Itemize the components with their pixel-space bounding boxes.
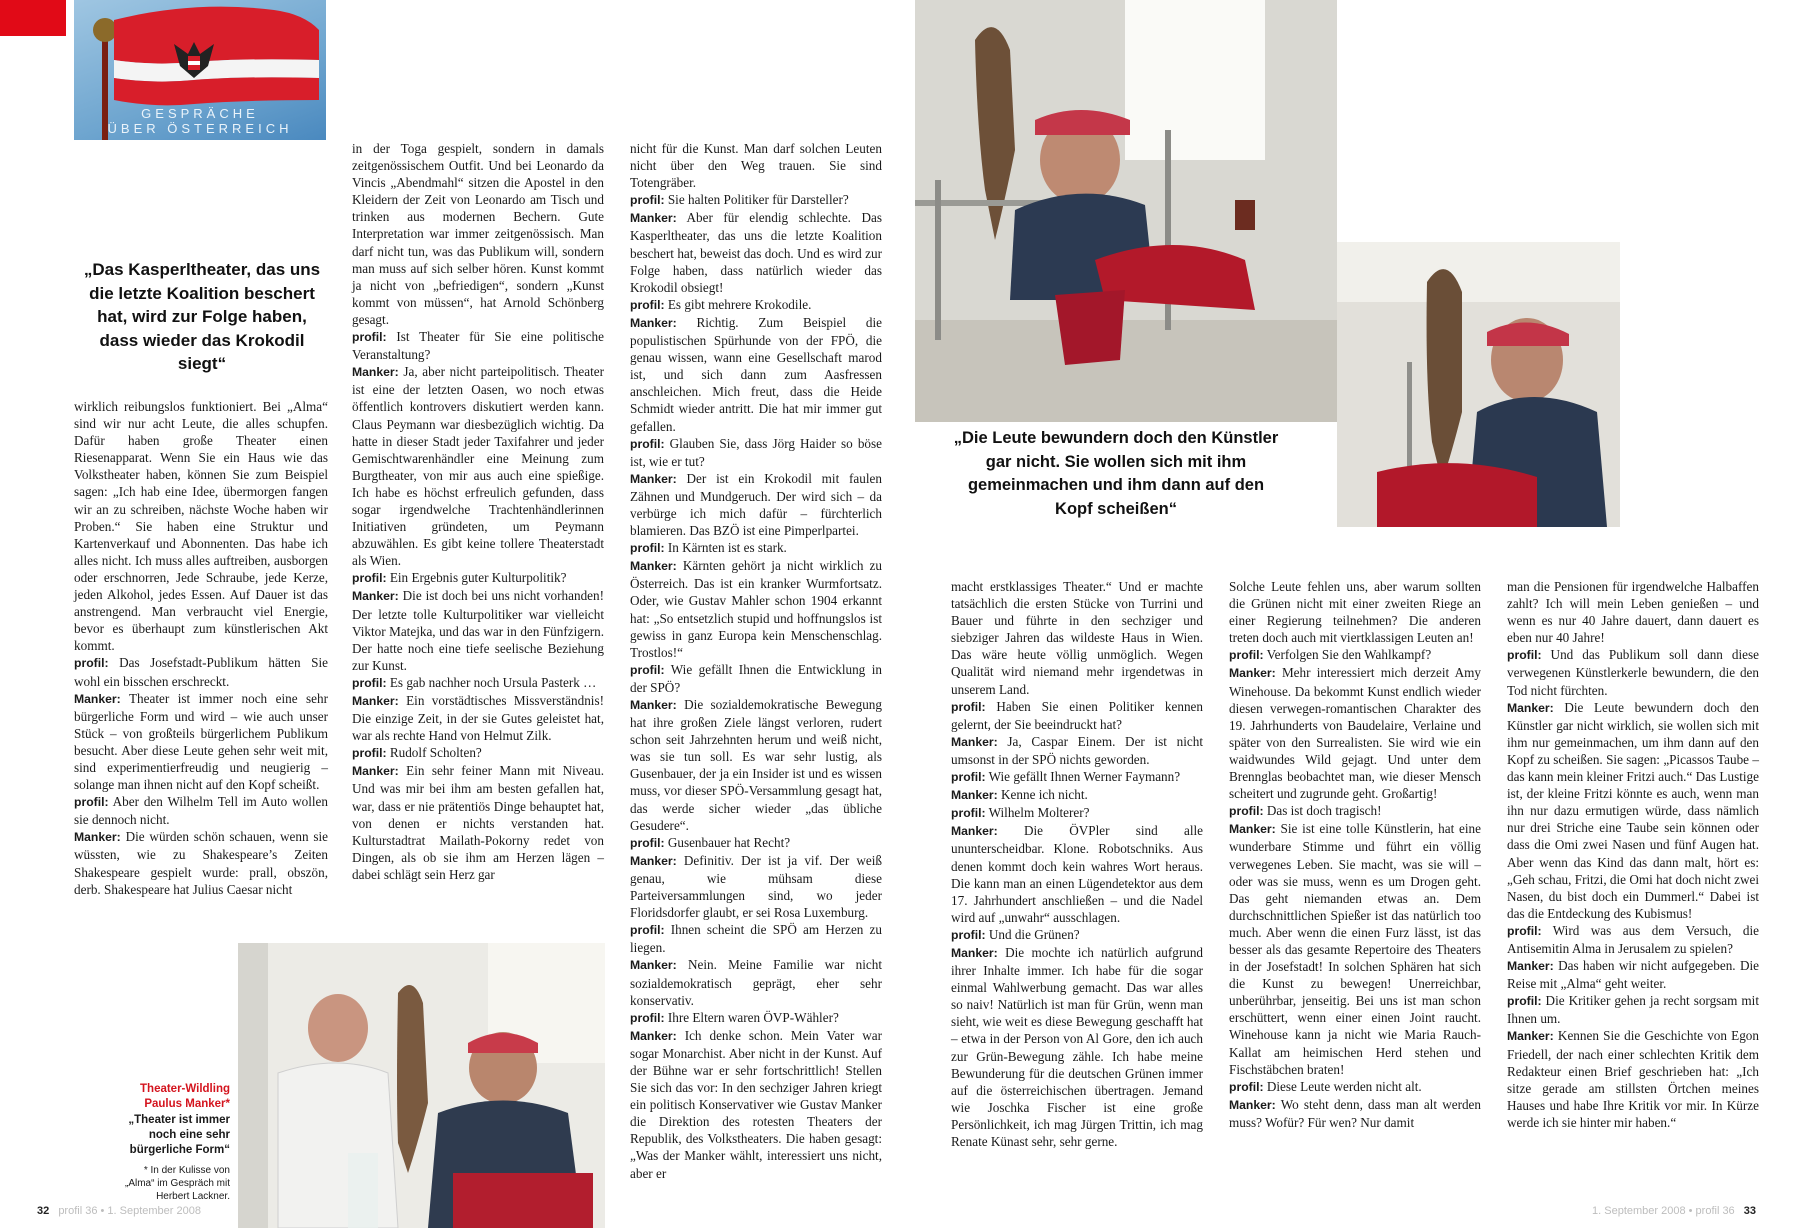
red-corner-tab: [0, 0, 66, 36]
paragraph: [352, 744, 604, 762]
speaker-label: profil:: [352, 330, 387, 345]
paragraph: [630, 140, 882, 191]
paragraph-text: Wie gefällt Ihnen die Entwicklung in der SPÖ?: [630, 661, 882, 695]
speaker-label: Manker:: [1229, 666, 1276, 681]
paragraph: [630, 696, 882, 834]
text-column-5: [1229, 578, 1481, 1131]
paragraph: [1507, 957, 1759, 992]
paragraph: [74, 828, 328, 897]
paragraph-text: Solche Leute fehlen uns, aber warum sollten die Grünen nicht mit einer zweiten Riege an einer Regierung teilnehmen? Die anderen treten doch auch mit viertklassigen Leuten an!: [1229, 579, 1481, 646]
speaker-label: profil:: [630, 1010, 665, 1025]
paragraph-text: Die ist doch bei uns nicht vorhanden! Der letzte tolle Kulturpolitiker war vielleicht Viktor Matejka, und das war in den Fünfzigern. Der hatte noch eine tiefe seelische Beziehung zur Kunst.: [352, 588, 604, 673]
portrait-photo-illustration: [1337, 242, 1620, 527]
paragraph: [1507, 578, 1759, 646]
portrait-photo: [1337, 242, 1620, 527]
speaker-label: Manker:: [630, 1028, 677, 1043]
paragraph: [630, 834, 882, 852]
paragraph-text: Nein. Meine Familie war nicht sozialdemokratisch geprägt, eher sehr konservativ.: [630, 957, 882, 1008]
paragraph-text: Sie ist eine tolle Künstlerin, hat eine wunderbare Stimme und führt ein völlig verwegenes Leben. Sie macht, was sie will – oder was sie muss, wenn es um Drogen geht. Das geht niemanden etwas an. Dem durchschnittlichen Spießer ist das natürlich too much. Aber wenn die einen Furz lässt, ist das besser als das gesamte Repertoire des Theaters in der Josefstadt! In solchen Sphären hat sich die Kunst zu bewegen! Unerreichbar, unberührbar, jenseitig. Bei uns ist man schon erschüttert, wenn einer einen Joint raucht. Winehouse kann ja nicht wie Maria Rauch-Kallat am heimischen Herd stehen und Fischstäbchen braten!: [1229, 821, 1482, 1077]
paragraph: [951, 822, 1203, 926]
speaker-label: Manker:: [352, 365, 399, 380]
paragraph: [74, 654, 328, 689]
paragraph-text: Das Josefstadt-Publikum hätten Sie wohl ein bisschen erschreckt.: [74, 655, 328, 689]
speaker-label: Manker:: [74, 691, 121, 706]
paragraph: [630, 209, 882, 295]
paragraph-text: Aber den Wilhelm Tell im Auto wollen sie dennoch nicht.: [74, 794, 328, 828]
paragraph: [1507, 1027, 1759, 1131]
speaker-label: Manker:: [1507, 1029, 1554, 1044]
paragraph-text: Verfolgen Sie den Wahlkampf?: [1266, 647, 1432, 663]
speaker-label: Manker:: [352, 589, 399, 604]
paragraph-text: Ihnen scheint die SPÖ am Herzen zu liegen.: [630, 922, 883, 956]
speaker-label: Manker:: [630, 471, 677, 486]
paragraph: [1229, 1096, 1481, 1131]
paragraph-text: Die ÖVPler sind alle ununterscheidbar. Klone. Robotschniks. Aus denen kommt doch kein wahres Wort heraus. Die kann man an einen Lügendetektor aus dem 17. Jahrhundert anschließen – und die Nadel wird auf „unwahr“ ausschlagen.: [951, 823, 1203, 925]
paragraph: [630, 1009, 882, 1027]
speaker-label: profil:: [352, 571, 387, 586]
paragraph: [352, 363, 604, 569]
paragraph-text: man die Pensionen für irgendwelche Halbaffen zahlt? Ich will mein Leben genießen – und wenn es nur 40 Jahre dauert, dann dauert es eben nur 40 Jahre!: [1507, 579, 1759, 646]
interview-photo: [238, 943, 605, 1228]
paragraph-text: Ein vorstädtisches Missverständnis! Die einzige Zeit, in der sie Gutes geleistet hat, war als rechte Hand von Helmut Zilk.: [352, 693, 604, 744]
paragraph: [630, 296, 882, 314]
speaker-label: profil:: [630, 193, 665, 208]
paragraph-text: macht erstklassiges Theater.“ Und er machte tatsächlich die ersten Stücke von Turrini und Bauer und führte in den sechziger und siebziger Jahren das wildeste Haus in Wien. Das wäre heute völlig unmöglich. Wegen Qualität wird niemand mehr irgendetwas in unserem Land.: [951, 579, 1203, 697]
text-column-3: [630, 140, 882, 1182]
paragraph: [951, 926, 1203, 944]
speaker-label: profil:: [1229, 804, 1264, 819]
speaker-label: profil:: [1507, 923, 1542, 938]
paragraph-text: Wird was aus dem Versuch, die Antisemitin Alma in Jerusalem zu spielen?: [1507, 922, 1759, 956]
paragraph: [352, 674, 604, 692]
speaker-label: Manker:: [1507, 700, 1554, 715]
paragraph-text: Die Leute bewundern doch den Künstler gar nicht wirklich, sie wollen sich mit ihm nur gemeinmachen, um ihm dann auf den Kopf zu scheißen. Sie sagen: „Picassos Taube – das kann mein kleiner Fritzi auch.“ Das Lustige ist, der kleine Fritzi könnte es auch, wenn man ihn nur dazu ermutigen würde, dass nämlich nur drei Striche eine Taube sein können oder dass die Omi zwei Nasen und fünf Augen hat. Aber wenn das Kind das dann malt, hört es: „Geh schau, Fritzi, die Omi hat doch nicht zwei Nasen, du bist doch ein Dummerl.“ Dabei ist das die Entdeckung des Kubismus!: [1507, 699, 1760, 921]
paragraph: [951, 944, 1203, 1150]
paragraph-text: Diese Leute werden nicht alt.: [1266, 1078, 1422, 1094]
paragraph: [630, 539, 882, 557]
paragraph-text: Kärnten gehört ja nicht wirklich zu Österreich. Das ist ein kranker Wurmfortsatz. Oder, wie Gustav Mahler schon 1904 erkannt hat: „So entsetzlich stupid und hoffnungslos ist gewiss in ganz Europa kein Menschenschlag. Trostlos!“: [630, 558, 882, 660]
speaker-label: profil:: [74, 656, 109, 671]
paragraph-text: Gusenbauer hat Recht?: [667, 834, 791, 850]
paragraph: [1229, 820, 1481, 1077]
caption-title: Theater-Wildling Paulus Manker*: [140, 1083, 230, 1110]
speaker-label: profil:: [1229, 648, 1264, 663]
paragraph-text: wirklich reibungslos funktioniert. Bei „Alma“ sind wir nur acht Leute, die alles schupfen. Dafür haben große Theater einen Riesenapparat. Wenn Sie ein Haus wie das Volkstheater haben, können Sie zum Beispiel sagen: „Ich hab eine Idee, übermorgen fangen wir an zu schreiben, nächste Woche haben wir Proben.“ Sie haben eine Struktur und Kartenverkauf und Abonnenten. Das habe ich alles nicht. Ich muss alles auftreiben, ausborgen oder erschnorren, Jede Schraube, jede Kerze, jeden Alkohol, jedes Essen. Auf Dauer ist das anstrengend. Man verbraucht viel Energie, bevor es überhaupt zum künstlerischen Akt kommt.: [74, 399, 328, 654]
paragraph-text: Wo steht denn, dass man alt werden muss? Wofür? Für wen? Nur damit: [1229, 1096, 1482, 1130]
paragraph: [352, 587, 604, 673]
paragraph: [352, 692, 604, 744]
speaker-label: Manker:: [630, 698, 677, 712]
paragraph: [74, 398, 328, 654]
footer-right: [1592, 1205, 1756, 1217]
paragraph-text: Die würden schön schauen, wenn sie wüssten, wie zu Shakespeare’s Zeiten Shakespeare gespielt wurde: prall, obszön, derb. Shakespeare hat Julius Caesar nicht: [74, 829, 329, 897]
footer-left: [37, 1205, 201, 1217]
paragraph-text: Die sozialdemokratische Bewegung hat ihre großen Ziele längst verloren, rudert schon seit Jahrzehnten herum und weiß nicht, was sie tun soll. Es war sehr lustig, als Gusenbauer, der ja ein Insider ist und es wissen muss, vor dieser SPÖ-Versammlung gesagt hat, das werde sicher wieder „das übliche Gesudere“.: [630, 697, 882, 833]
paragraph-text: Richtig. Zum Beispiel die populistischen Spürhunde von der FPÖ, die genau wissen, wann eine Gesellschaft marod ist, und sich dann zum Aasfressen anschleichen. Mich freut, dass die Heide Schmidt wieder antritt. Die hat mir immer gut gefallen.: [630, 314, 882, 434]
speaker-label: profil:: [951, 770, 986, 785]
series-badge: [74, 0, 326, 140]
text-column-4: [951, 578, 1203, 1150]
interview-photo-illustration: [238, 943, 605, 1228]
paragraph: [951, 733, 1203, 768]
speaker-label: profil:: [1507, 648, 1542, 663]
speaker-label: Manker:: [951, 824, 998, 839]
speaker-label: profil:: [630, 662, 665, 677]
paragraph-text: Der ist ein Krokodil mit faulen Zähnen und Mundgeruch. Der wird sich – da verbürge ich mich dafür – fürchterlich blamieren. Das BZÖ ist eine Pimperlpartei.: [630, 470, 882, 539]
paragraph-text: Wie gefällt Ihnen Werner Faymann?: [988, 769, 1181, 785]
paragraph: [630, 191, 882, 209]
speaker-label: profil:: [630, 923, 665, 938]
paragraph-text: Es gab nachher noch Ursula Pasterk …: [389, 674, 597, 690]
text-column-2: [352, 140, 604, 883]
paragraph-text: Mehr interessiert mich derzeit Amy Winehouse. Da bekommt Kunst endlich wieder diesen verwegen-romantischen Charakter des 19. Jahrhunderts von Baudelaire, Verlaine und später von den Surrealisten. Sie wird wie ein waidwundes Wild gejagt. Und unter dem Brennglas beobachtet man, wie dieser Mensch scheitert und zugrunde geht. Großartig!: [1229, 665, 1482, 802]
paragraph: [951, 786, 1203, 804]
paragraph-text: Ja, Caspar Einem. Der ist nicht umsonst in der SPÖ nichts geworden.: [951, 733, 1203, 767]
pull-quote-right: „Die Leute bewundern doch den Künstler gar nicht. Sie wollen sich mit ihm gemeinmachen und ihm dann auf den Kopf scheißen“: [953, 429, 1279, 518]
paragraph-text: Es gibt mehrere Krokodile.: [667, 296, 812, 312]
paragraph: [352, 569, 604, 587]
paragraph: [352, 762, 604, 883]
speaker-label: Manker:: [352, 764, 399, 779]
paragraph: [1507, 646, 1759, 698]
pull-quote-left: „Das Kasperltheater, das uns die letzte Koalition beschert hat, wird zur Folge haben, dass wieder das Krokodil siegt“: [83, 260, 321, 373]
paragraph: [630, 435, 882, 470]
paragraph: [1229, 802, 1481, 820]
photo-caption: [120, 1082, 230, 1203]
paragraph: [74, 690, 328, 794]
speaker-label: profil:: [1507, 994, 1542, 1009]
paragraph-text: in der Toga gespielt, sondern in damals zeitgenössischem Outfit. Und bei Leonardo da Vincis „Abendmahl“ sitzen die Apostel in den Kleidern der Zeit von Leonardo am Tisch und trinken aus modernen Bechern. Gute Interpretation war immer zeitgenössisch. Man darf nicht tun, was das Publikum will, sondern man muss auf sich selber hören. Kunst kommt ja nicht von „befriedigen“, sondern „Kunst kommt von müssen“, hat Arnold Schönberg gesagt.: [352, 141, 604, 327]
paragraph: [352, 140, 604, 328]
paragraph-text: Ist Theater für Sie eine politische Veranstaltung?: [352, 329, 604, 363]
paragraph-text: nicht für die Kunst. Man darf solchen Leuten nicht über den Weg trauen. Sie sind Totengräber.: [630, 141, 882, 191]
speaker-label: profil:: [630, 835, 665, 850]
paragraph: [630, 921, 882, 956]
paragraph: [630, 557, 882, 661]
paragraph-text: Ich denke schon. Mein Vater war sogar Monarchist. Aber nicht in der Kunst. Auf der Bühne war er sehr fortschrittlich! Stellen Sie sich das vor: In den sechziger Jahren kriegt ein politisch Konservativer wie Gustav Manker die Direktion des rotesten Theaters der Republik, des Volkstheaters. Die haben gesagt: „Was der Manker wählt, interessiert uns nicht, aber er: [630, 1027, 882, 1181]
paragraph-text: Wilhelm Molterer?: [988, 805, 1090, 821]
speaker-label: profil:: [951, 927, 986, 942]
paragraph-text: Kennen Sie die Geschichte von Egon Friedell, der nach einer schlechten Kritik dem Redakteur einen Brief geschrieben hat: „Ich sitze gerade am stillsten Örtchen meines Hauses und habe Ihre Kritik vor mir. In Kürze werde ich sie hinter mir haben.“: [1507, 1028, 1759, 1130]
speaker-label: profil:: [951, 806, 986, 821]
paragraph-text: Ein sehr feiner Mann mit Niveau. Und was mir bei ihm am besten gefallen hat, war, dass er nie prätentiös Dinge behauptet hat, von denen er nichts verstanden hat. Kulturstadtrat Mailath-Pokorny redet von Dingen, als ob sie ihm am Herzen lägen – dabei schlägt sein Herz gar: [352, 763, 605, 882]
speaker-label: Manker:: [352, 694, 399, 708]
paragraph-text: Rudolf Scholten?: [389, 745, 482, 761]
speaker-label: profil:: [352, 675, 387, 690]
paragraph: [951, 768, 1203, 786]
paragraph-text: Definitiv. Der ist ja vif. Der weiß genau, wie mühsam diese Parteiversammlungen sind, wo jeder Floridsdorfer glaubt, er sei Rosa Luxemburg.: [630, 852, 883, 921]
speaker-label: profil:: [1229, 1079, 1264, 1094]
paragraph-text: Kenne ich nicht.: [1001, 787, 1088, 803]
speaker-label: Manker:: [630, 315, 677, 330]
speaker-label: Manker:: [951, 945, 998, 960]
page-number-left: 32: [37, 1205, 50, 1217]
paragraph-text: Aber für elendig schlechte. Das Kasperltheater, das uns die letzte Koalition beschert hat, beweist das doch. Und es wird zur Folge haben, dass natürlich wieder das Krokodil obsiegt!: [630, 210, 883, 295]
paragraph-text: Glauben Sie, dass Jörg Haider so böse ist, wie er tut?: [630, 435, 883, 469]
paragraph-text: Theater ist immer noch eine sehr bürgerliche Form und wird – wie auch unser Stück – von großteils bürgerlichem Publikum besucht. Aber diese Leute gehen sehr weit mit, sind experimentierfreudig und neugierig – solange man ihnen nicht auf den Kopf scheißt.: [74, 690, 329, 793]
paragraph: [630, 314, 882, 435]
paragraph: [630, 852, 882, 921]
paragraph-text: Ein Ergebnis guter Kulturpolitik?: [389, 570, 567, 586]
speaker-label: Manker:: [1507, 959, 1554, 974]
caption-note: * In der Kulisse von „Alma“ im Gespräch mit Herbert Lackner.: [124, 1165, 230, 1202]
speaker-label: profil:: [630, 436, 665, 451]
speaker-label: profil:: [74, 795, 109, 810]
paragraph: [630, 956, 882, 1008]
speaker-label: Manker:: [1229, 822, 1276, 837]
paragraph: [74, 793, 328, 828]
paragraph: [630, 661, 882, 696]
bed-photo-illustration: [915, 0, 1337, 422]
paragraph-text: Haben Sie einen Politiker kennen gelernt, der Sie beeindruckt hat?: [951, 698, 1203, 732]
paragraph-text: Das haben wir nicht aufgegeben. Die Reise mit „Alma“ geht weiter.: [1507, 958, 1760, 992]
paragraph-text: Ja, aber nicht parteipolitisch. Theater ist eine der letzten Oasen, wo noch etwas öffentlich kontrovers diskutiert werden kann. Claus Peymann war diesbezüglich wichtig. Da hatte in dieser Stadt jeder Taxifahrer und jeder Gemischtwarenhändler eine Meinung zum Burgtheater, von mir aus auch eine spießige. Ich habe es höchst erfreulich gefunden, dass sogar irgendwelche Trachtenhändlerinnen Initiativen gründeten, um Peymann abzuwählen. Es gibt keine tollere Theaterstadt als Wien.: [352, 364, 605, 569]
paragraph: [1507, 699, 1759, 922]
paragraph: [1229, 664, 1481, 802]
paragraph: [1229, 1078, 1481, 1096]
paragraph-text: Die Kritiker gehen ja recht sorgsam mit Ihnen um.: [1507, 993, 1760, 1027]
series-title: GESPRÄCHE ÜBER ÖSTERREICH: [107, 106, 293, 136]
paragraph: [630, 470, 882, 539]
speaker-label: Manker:: [630, 211, 677, 226]
page-number-right: 33: [1743, 1205, 1756, 1217]
paragraph: [630, 1027, 882, 1182]
paragraph: [1229, 578, 1481, 646]
paragraph-text: Das ist doch tragisch!: [1266, 803, 1382, 819]
paragraph-text: Ihre Eltern waren ÖVP-Wähler?: [667, 1009, 839, 1025]
text-column-1: [74, 398, 328, 898]
paragraph: [1507, 922, 1759, 957]
speaker-label: Manker:: [1229, 1097, 1276, 1112]
speaker-label: profil:: [630, 541, 665, 556]
speaker-label: Manker:: [951, 788, 998, 803]
paragraph-text: In Kärnten ist es stark.: [667, 540, 787, 556]
speaker-label: Manker:: [951, 734, 998, 749]
bed-photo: [915, 0, 1337, 422]
paragraph: [951, 804, 1203, 822]
paragraph-text: Sie halten Politiker für Darsteller?: [667, 192, 849, 208]
speaker-label: profil:: [951, 699, 986, 714]
speaker-label: Manker:: [630, 958, 677, 973]
paragraph-text: Die mochte ich natürlich aufgrund ihrer Inhalte immer. Ich habe für die sogar einmal Wahlwerbung gemacht. Das war alles so naiv! Natürlich ist man für Grün, wenn man sieht, wie weit es diese Bewegung geschafft hat – etwa in der Person von Al Gore, den ich auch zur Grün-Bewegung zähle. Ich habe meine Bewunderung für die deutschen Grünen immer auf die österreichischen übertragen. Jemand wie Joschka Fischer ist eine große Persönlichkeit, ich mag Jürgen Trittin, ich mag Renate Künast sehr, sehr gerne.: [951, 944, 1204, 1149]
paragraph: [1507, 992, 1759, 1027]
speaker-label: Manker:: [630, 559, 677, 574]
footer-info-left: profil 36 • 1. September 2008: [58, 1205, 201, 1217]
paragraph-text: Und das Publikum soll dann diese verwegenen Künstlerkerle bewundern, die den Tod nicht fürchten.: [1507, 647, 1759, 698]
paragraph: [951, 578, 1203, 698]
speaker-label: profil:: [352, 746, 387, 761]
caption-quote: „Theater ist immer noch eine sehr bürgerliche Form“: [128, 1114, 230, 1156]
speaker-label: profil:: [630, 297, 665, 312]
speaker-label: Manker:: [74, 830, 121, 845]
paragraph-text: Und die Grünen?: [988, 926, 1080, 942]
paragraph: [352, 328, 604, 363]
paragraph: [1229, 646, 1481, 664]
text-column-6: [1507, 578, 1759, 1131]
footer-info-right: 1. September 2008 • profil 36: [1592, 1205, 1735, 1217]
speaker-label: Manker:: [630, 853, 677, 868]
paragraph: [951, 698, 1203, 733]
